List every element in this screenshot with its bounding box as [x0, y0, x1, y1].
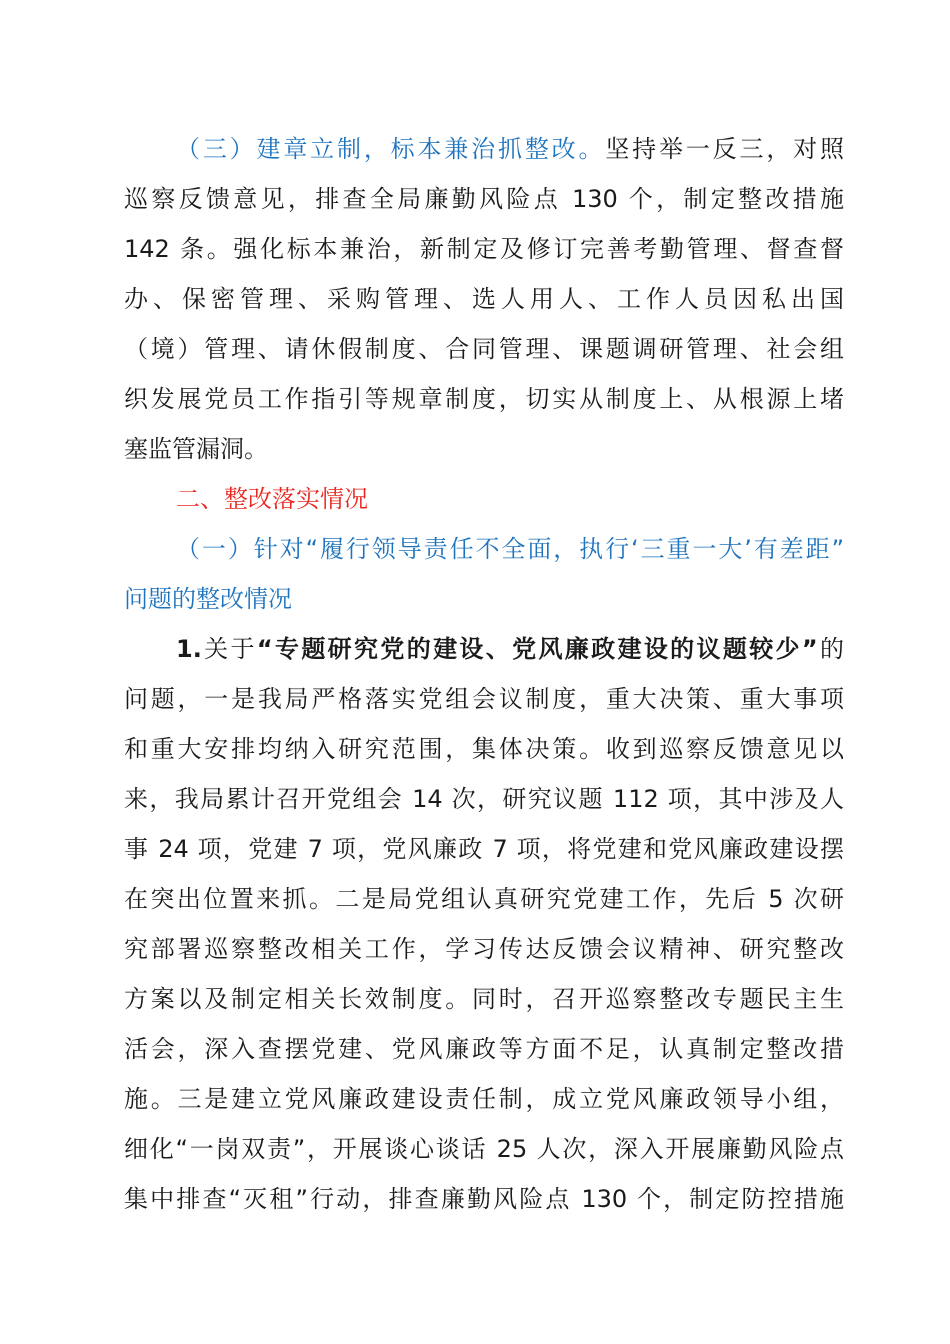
item-one-line-9: 活会，深入查摆党建、党风廉政等方面不足，认真制定整改措 [124, 1035, 844, 1063]
section-three-line-1 [124, 124, 844, 174]
subsection-one-heading-block [124, 524, 844, 624]
item-one-line-6: 在突出位置来抓。二是局党组认真研究党建工作，先后 5 次研 [124, 885, 844, 913]
section-three-line-7: 塞监管漏洞。 [124, 435, 268, 463]
item-one-line-5: 事 24 项，党建 7 项，党风廉政 7 项，将党建和党风廉政建设摆 [124, 835, 844, 863]
item-one-line-1 [124, 624, 844, 674]
section-two-heading-block [176, 474, 844, 524]
item-one-line-4: 来，我局累计召开党组会 14 次，研究议题 112 项，其中涉及人 [124, 785, 844, 813]
section-three-paragraph [124, 124, 844, 474]
section-three-line-5: （境）管理、请休假制度、合同管理、课题调研管理、社会组 [124, 335, 844, 363]
item-one-paragraph [124, 624, 844, 1224]
section-three-text: 坚持举一反三，对照 [605, 135, 845, 163]
item-one-topic: “专题研究党的建设、党风廉政建设的议题较少” [256, 635, 818, 663]
section-three-line-2: 巡察反馈意见，排查全局廉勤风险点 130 个，制定整改措施 [124, 185, 844, 213]
item-one-line-11: 细化“一岗双责”，开展谈心谈话 25 人次，深入开展廉勤风险点 [124, 1135, 844, 1163]
section-three-line-3: 142 条。强化标本兼治，新制定及修订完善考勤管理、督查督 [124, 235, 844, 263]
subsection-one-heading-line-1: （一）针对“履行领导责任不全面，执行‘三重一大’有差距” [176, 535, 844, 563]
item-one-line-10: 施。三是建立党风廉政建设责任制，成立党风廉政领导小组， [124, 1085, 844, 1113]
item-one-line-2: 问题，一是我局严格落实党组会议制度，重大决策、重大事项 [124, 685, 844, 713]
item-one-line-7: 究部署巡察整改相关工作，学习传达反馈会议精神、研究整改 [124, 935, 844, 963]
item-one-line-3: 和重大安排均纳入研究范围，集体决策。收到巡察反馈意见以 [124, 735, 844, 763]
item-one-lead: 关于 [201, 635, 257, 663]
item-one-line1-tail: 的 [817, 635, 845, 663]
item-one-line-8: 方案以及制定相关长效制度。同时，召开巡察整改专题民主生 [124, 985, 844, 1013]
section-three-heading: （三）建章立制，标本兼治抓整改。 [176, 135, 606, 163]
item-one-line-12: 集中排查“灭租”行动，排查廉勤风险点 130 个，制定防控措施 [124, 1185, 844, 1213]
section-three-line-4: 办、保密管理、采购管理、选人用人、工作人员因私出国 [124, 285, 844, 313]
subsection-one-heading-line-2: 问题的整改情况 [124, 585, 292, 613]
item-one-number: 1. [176, 635, 202, 663]
section-three-line-6: 织发展党员工作指引等规章制度，切实从制度上、从根源上堵 [124, 385, 844, 413]
section-two-heading: 二、整改落实情况 [176, 485, 368, 513]
